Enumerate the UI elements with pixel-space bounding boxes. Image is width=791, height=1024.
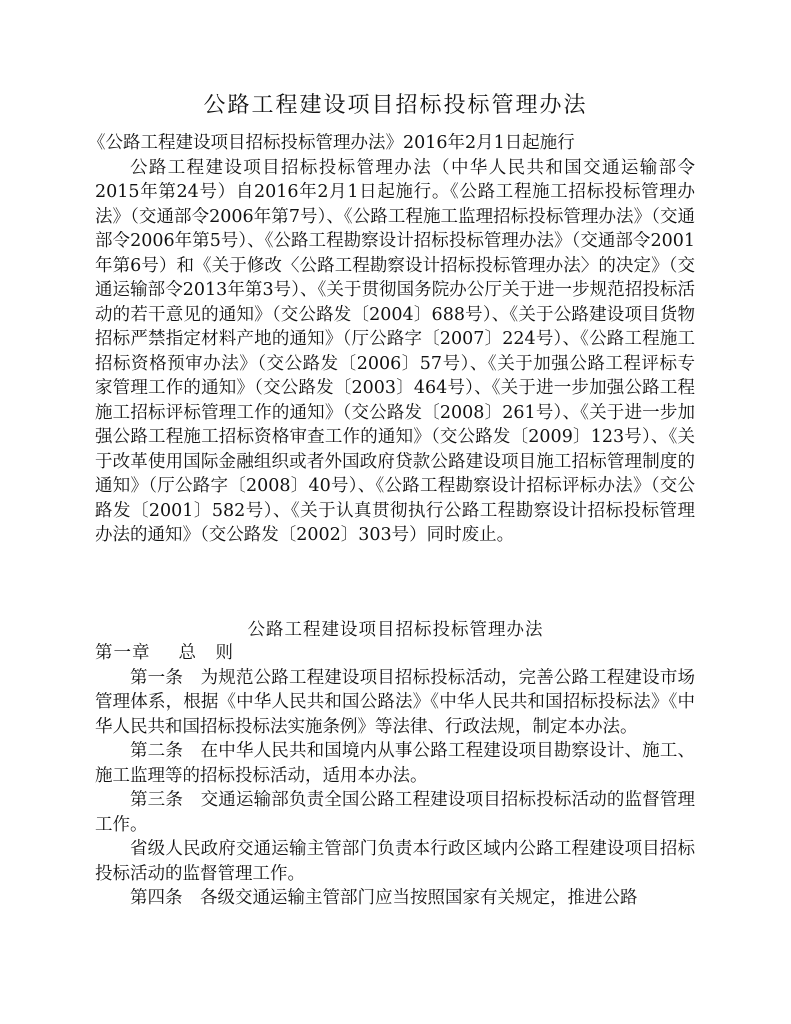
- regulation-title: 公路工程建设项目招标投标管理办法: [247, 620, 544, 640]
- article-3-paragraph-2: 省级人民政府交通运输主管部门负责本行政区域内公路工程建设项目招标投标活动的监督管理工作。: [95, 839, 695, 884]
- article-1: 第一条 为规范公路工程建设项目招标投标活动，完善公路工程建设市场管理体系，根据《中华人民共和国公路法》《中华人民共和国招标投标法》《中华人民共和国招标投标法实施条例》等法律、行政法规，制定本办法。: [95, 667, 695, 737]
- announcement-body: 公路工程建设项目招标投标管理办法（中华人民共和国交通运输部令2015年第24号）自2016年2月1日起施行。《公路工程施工招标投标管理办法》（交通部令2006年第7号）、《公路工程施工监理招标投标管理办法》（交通部令2006年第5号）、《公路工程勘察设计招标投标管理办法》（交通部令2001年第6号）和《关于修改〈公路工程勘察设计招标投标管理办法〉的决定》（交通运输部令2013年第3号）、《关于贯彻国务院办公厅关于进一步规范招投标活动的若干意见的通知》（交公路发〔2004〕688号）、《关于公路建设项目货物招标严禁指定材料产地的通知》（厅公路字〔2007〕224号）、《公路工程施工招标资格预审办法》（交公路发〔2006〕57号）、《关于加强公路工程评标专家管理工作的通知》（交公路发〔2003〕464号）、《关于进一步加强公路工程施工招标评标管理工作的通知》（交公路发〔2008〕261号）、《关于进一步加强公路工程施工招标资格审查工作的通知》（交公路发〔2009〕123号）、《关于改革使用国际金融组织或者外国政府贷款公路建设项目施工招标管理制度的通知》（厅公路字〔2008〕40号）、《公路工程勘察设计招标评标办法》（交公路发〔2001〕582号）、《关于认真贯彻执行公路工程勘察设计招标投标管理办法的通知》（交公路发〔2002〕303号）同时废止。: [95, 157, 695, 545]
- chapter-label: 第一章: [95, 643, 151, 663]
- regulation-body: [95, 641, 695, 911]
- article-3: 第三条 交通运输部负责全国公路工程建设项目招标投标活动的监督管理工作。: [95, 790, 695, 835]
- chapter-name: 总 则: [178, 643, 234, 663]
- article-4: 第四条 各级交通运输主管部门应当按照国家有关规定，推进公路: [130, 888, 638, 908]
- announcement-block: [88, 131, 695, 548]
- article-2: 第二条 在中华人民共和国境内从事公路工程建设项目勘察设计、施工、施工监理等的招标投标活动，适用本办法。: [95, 741, 695, 786]
- document-title: 公路工程建设项目招标投标管理办法: [203, 93, 588, 118]
- announcement-headline: 《公路工程建设项目招标投标管理办法》2016年2月1日起施行: [88, 133, 575, 153]
- chapter-heading: [95, 641, 695, 666]
